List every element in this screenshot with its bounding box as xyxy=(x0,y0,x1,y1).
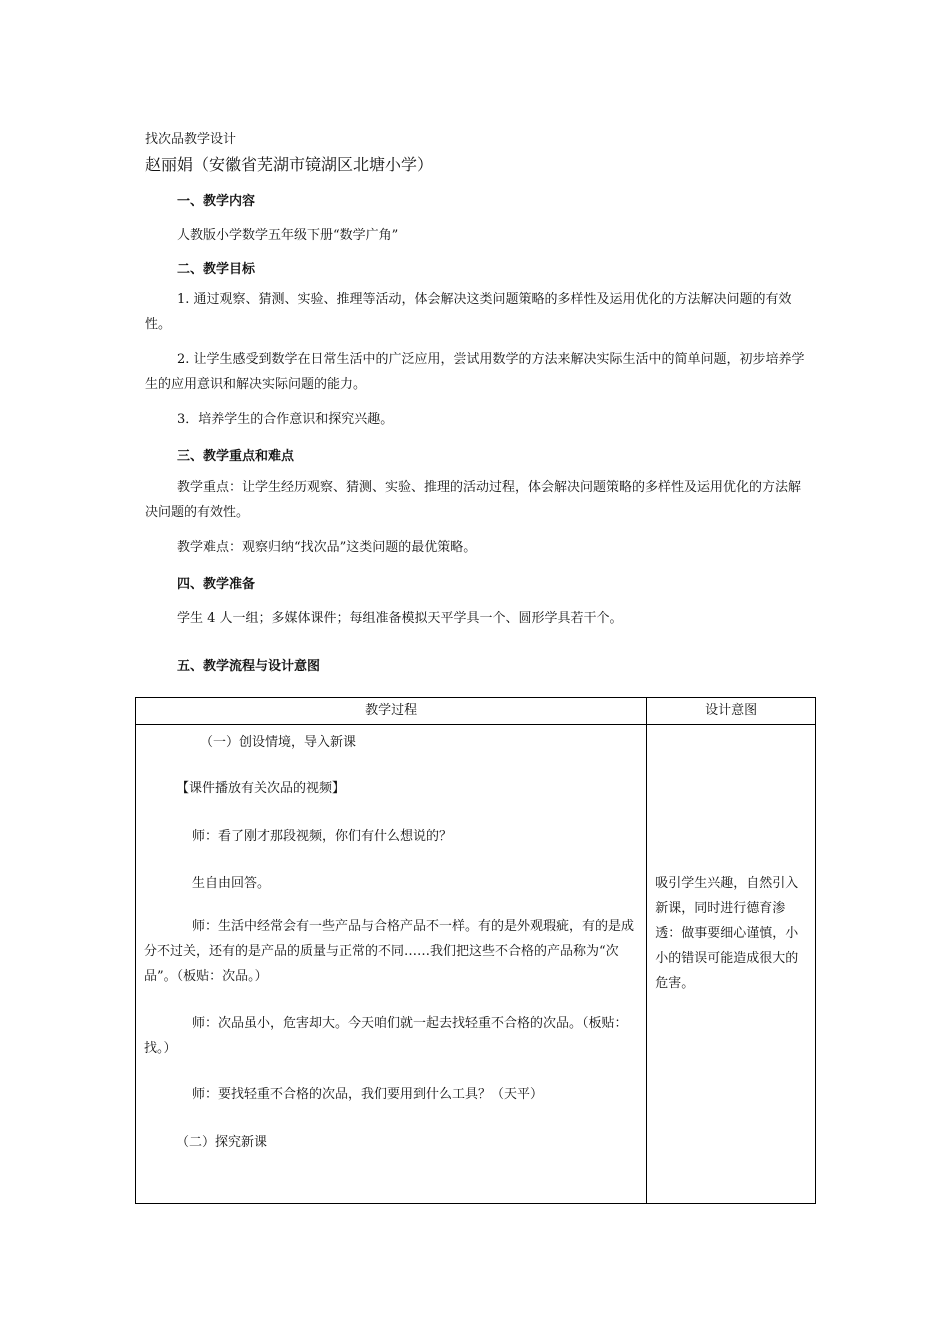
document-author: 赵丽娟（安徽省芜湖市镜湖区北塘小学） xyxy=(145,155,434,174)
objective-item: 1. 通过观察、猜测、实验、推理等活动，体会解决这类问题策略的多样性及运用优化的方法解决问题的有效性。 xyxy=(145,292,792,332)
section-heading-flow: 五、教学流程与设计意图 xyxy=(177,659,321,674)
section-heading-preparation: 四、教学准备 xyxy=(177,577,256,592)
design-intent-text: 吸引学生兴趣，自然引入新课，同时进行德育渗透：做事要细心谨慎，小小的错误可能造成很大的危害。 xyxy=(655,876,799,991)
intent-cell xyxy=(647,725,816,1204)
student-line: 生自由回答。 xyxy=(192,876,271,891)
difficulty-text: 教学难点：观察归纳“找次品”这类问题的最优策略。 xyxy=(177,540,477,555)
teacher-line: 师：次品虽小，危害却大。今天咱们就一起去找轻重不合格的次品。（板贴：找。） xyxy=(144,1016,628,1056)
teaching-flow-table xyxy=(135,697,816,1204)
preparation-text: 学生 4 人一组；多媒体课件；每组准备模拟天平学具一个、圆形学具若干个。 xyxy=(177,611,623,626)
section-heading-key-points: 三、教学重点和难点 xyxy=(177,449,295,464)
section-heading-content: 一、教学内容 xyxy=(177,194,256,209)
objective-item: 2. 让学生感受到数学在日常生活中的广泛应用，尝试用数学的方法来解决实际生活中的简单问题，初步培养学生的应用意识和解决实际问题的能力。 xyxy=(145,352,805,392)
header-intent: 设计意图 xyxy=(647,698,816,725)
teacher-line: 师：生活中经常会有一些产品与合格产品不一样。有的是外观瑕疵，有的是成分不过关，还有的是产品的质量与正常的不同……我们把这些不合格的产品称为“次品”。（板贴：次品。） xyxy=(144,919,635,984)
table-header-row xyxy=(136,698,816,725)
process-step-heading: （一）创设情境，导入新课 xyxy=(200,735,357,750)
section-heading-objectives: 二、教学目标 xyxy=(177,262,256,277)
process-cell xyxy=(136,725,647,1204)
teacher-line: 师：看了刚才那段视频，你们有什么想说的？ xyxy=(192,829,453,844)
document-title: 找次品教学设计 xyxy=(145,132,237,147)
teaching-content-text: 人教版小学数学五年级下册“数学广角” xyxy=(177,228,399,243)
key-point-text: 教学重点：让学生经历观察、猜测、实验、推理的活动过程，体会解决问题策略的多样性及运用优化的方法解决问题的有效性。 xyxy=(145,480,802,520)
header-process: 教学过程 xyxy=(136,698,647,725)
video-note: 【课件播放有关次品的视频】 xyxy=(176,781,346,796)
process-step-heading: （二）探究新课 xyxy=(176,1135,268,1150)
table-row xyxy=(136,725,816,1204)
teacher-line: 师：要找轻重不合格的次品，我们要用到什么工具？（天平） xyxy=(192,1087,544,1102)
objective-item: 3．培养学生的合作意识和探究兴趣。 xyxy=(177,412,394,427)
